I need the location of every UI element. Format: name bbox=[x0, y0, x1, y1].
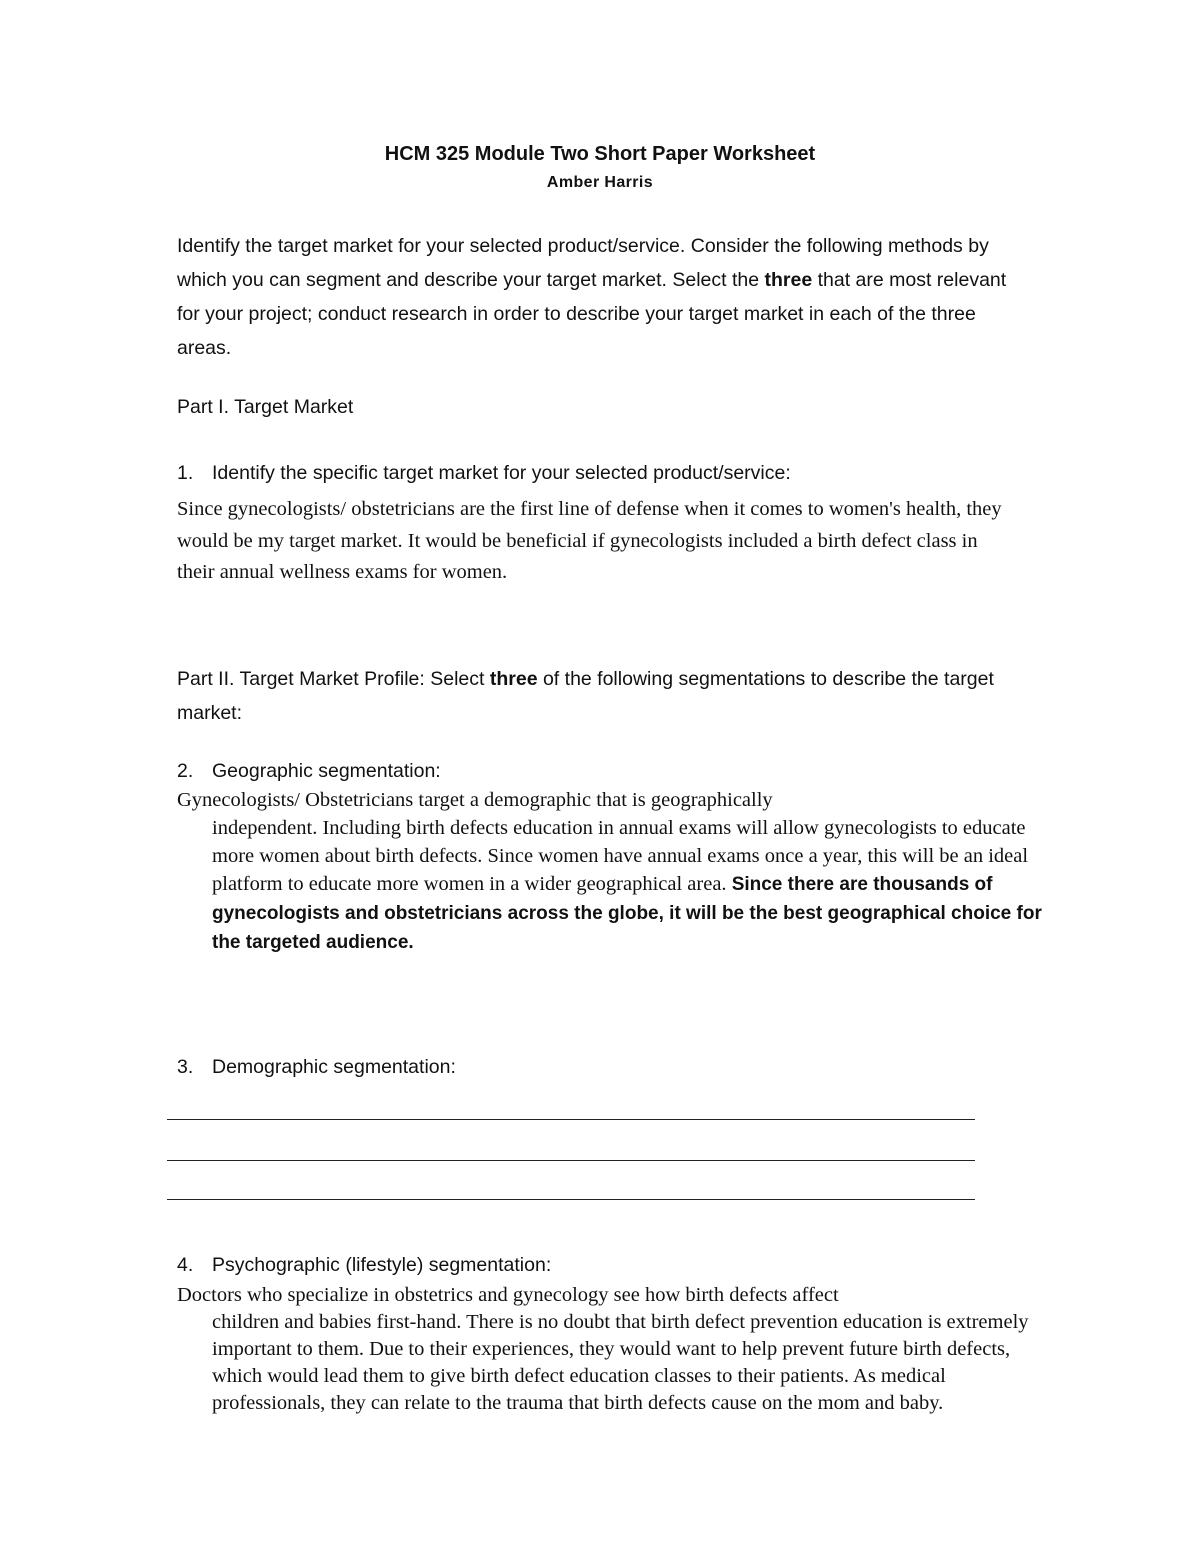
answer-2-emphasis: Since there are thousands of gynecologists and obstetricians across the globe, it will be the best geographical choice for the targeted audience. bbox=[212, 874, 1042, 953]
question-1 bbox=[177, 462, 791, 485]
answer-2 bbox=[177, 786, 1047, 957]
question-4-label: Psychographic (lifestyle) segmentation: bbox=[212, 1254, 552, 1276]
answer-blank-line bbox=[167, 1160, 975, 1161]
instructions-paragraph bbox=[177, 229, 1017, 365]
part-two-heading-after: of the following segmentations to describe the target market: bbox=[177, 668, 994, 724]
answer-4-continuation: children and babies first-hand. There is no doubt that birth defect prevention education is extremely important to them. Due to their experiences, they would want to help prevent future birth defects, which would lead them to give birth defect education classes to their patients. As medical professionals, they can relate to the trauma that birth defects cause on the mom and baby. bbox=[212, 1311, 1029, 1414]
document-title: HCM 325 Module Two Short Paper Worksheet bbox=[384, 143, 816, 165]
author-name: Amber Harris bbox=[546, 174, 654, 191]
instructions-text-after: that are most relevant for your project; conduct research in order to describe your target market in each of the three areas. bbox=[177, 269, 1007, 359]
part-one-heading: Part I. Target Market bbox=[177, 396, 354, 418]
answer-1: Since gynecologists/ obstetricians are the first line of defense when it comes to women's health, they would be my target market. It would be beneficial if gynecologists included a birth defect class in their annual wellness exams for women. bbox=[177, 498, 1002, 583]
answer-2-first-line: Gynecologists/ Obstetricians target a demographic that is geographically bbox=[177, 789, 773, 811]
answer-2-body: independent. Including birth defects education in annual exams will allow gynecologists to educate more women about birth defects. Since women have annual exams once a year, this will be an ideal platform to educate more women in a wider geographical area. bbox=[212, 817, 1029, 895]
question-4-number: 4. bbox=[177, 1254, 194, 1276]
question-2 bbox=[177, 760, 441, 783]
question-1-label: Identify the specific target market for your selected product/service: bbox=[212, 462, 791, 484]
answer-4 bbox=[177, 1282, 1047, 1417]
question-3-number: 3. bbox=[177, 1056, 194, 1078]
question-3-label: Demographic segmentation: bbox=[212, 1056, 456, 1078]
question-4 bbox=[177, 1254, 551, 1277]
answer-4-first-line: Doctors who specialize in obstetrics and gynecology see how birth defects affect bbox=[177, 1284, 839, 1306]
question-1-number: 1. bbox=[177, 462, 194, 484]
part-two-heading-emphasis: three bbox=[489, 668, 538, 690]
part-two-heading-before: Part II. Target Market Profile: Select bbox=[177, 668, 490, 690]
part-two-heading bbox=[177, 662, 1017, 730]
answer-blank-line bbox=[167, 1119, 975, 1120]
question-3 bbox=[177, 1056, 456, 1079]
answer-2-continuation bbox=[177, 814, 1047, 957]
instructions-text-before: Identify the target market for your selected product/service. Consider the following methods by which you can segment and describe your target market. Select the bbox=[177, 235, 989, 291]
instructions-emphasis: three bbox=[764, 269, 813, 291]
question-2-number: 2. bbox=[177, 760, 194, 782]
question-2-label: Geographic segmentation: bbox=[212, 760, 441, 782]
answer-blank-line bbox=[167, 1199, 975, 1200]
